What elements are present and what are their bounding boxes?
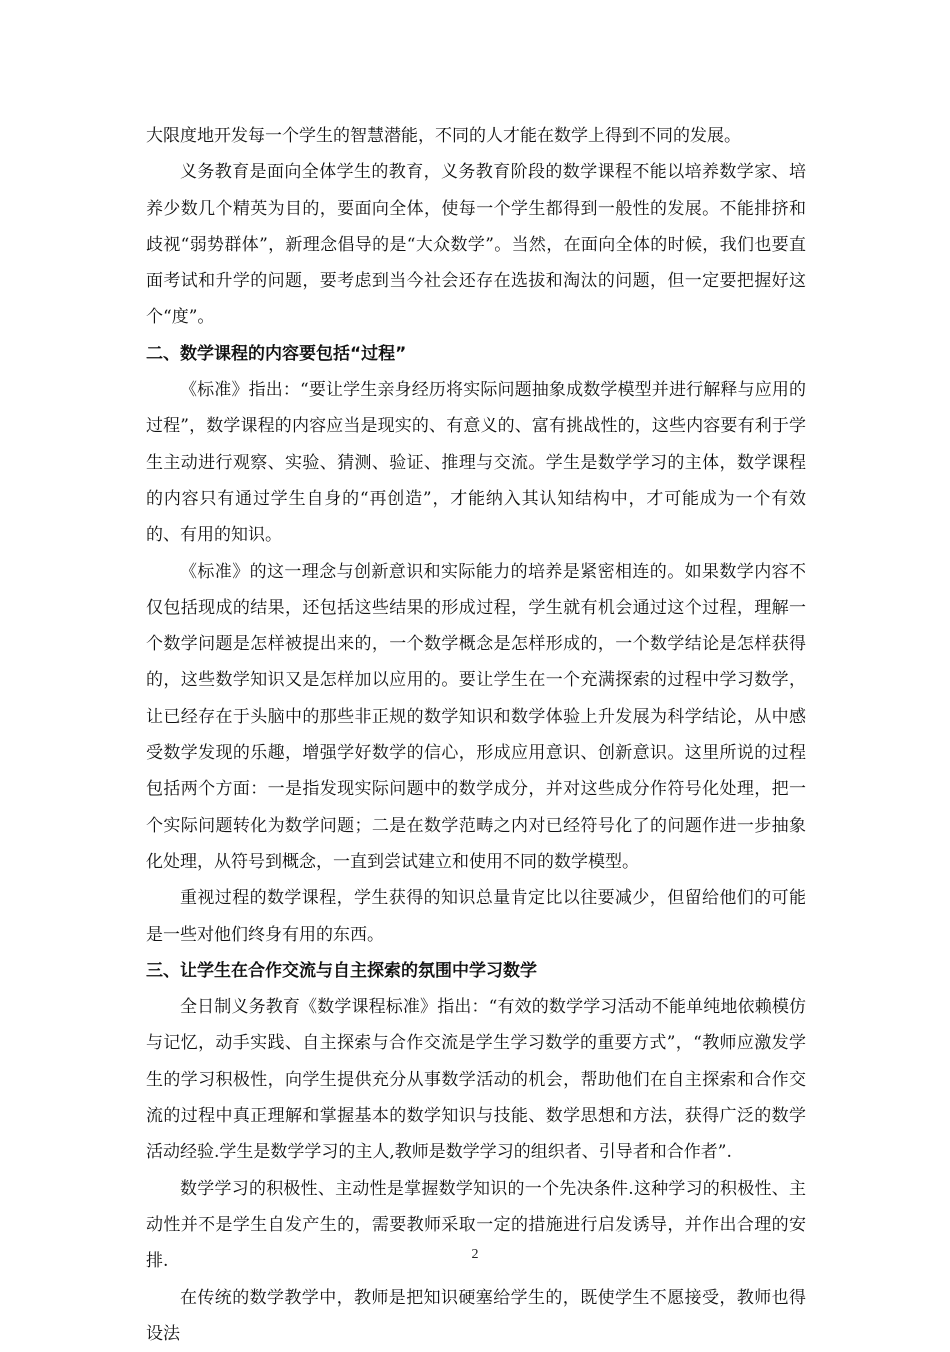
section-heading-3: 三、让学生在合作交流与自主探索的氛围中学习数学 — [146, 953, 806, 989]
document-body — [146, 118, 806, 1352]
page-number: 2 — [0, 1247, 950, 1263]
paragraph-1: 大限度地开发每一个学生的智慧潜能，不同的人才能在数学上得到不同的发展。 — [146, 118, 806, 154]
paragraph-7: 数学学习的积极性、主动性是掌握数学知识的一个先决条件.这种学习的积极性、主动性并不是学生自发产生的，需要教师采取一定的措施进行启发诱导，并作出合理的安排. — [146, 1171, 806, 1280]
paragraph-6: 全日制义务教育《数学课程标准》指出：“有效的数学学习活动不能单纯地依赖模仿与记忆，动手实践、自主探索与合作交流是学生学习数学的重要方式”，“教师应激发学生的学习积极性，向学生提供充分从事数学活动的机会，帮助他们在自主探索和合作交流的过程中真正理解和掌握基本的数学知识与技能、数学思想和方法，获得广泛的数学活动经验.学生是数学学习的主人,教师是数学学习的组织者、引导者和合作者”. — [146, 989, 806, 1170]
paragraph-5: 重视过程的数学课程，学生获得的知识总量肯定比以往要减少，但留给他们的可能是一些对他们终身有用的东西。 — [146, 880, 806, 953]
paragraph-3: 《标准》指出：“要让学生亲身经历将实际问题抽象成数学模型并进行解释与应用的过程”，数学课程的内容应当是现实的、有意义的、富有挑战性的，这些内容要有利于学生主动进行观察、实验、猜测、验证、推理与交流。学生是数学学习的主体，数学课程的内容只有通过学生自身的“再创造”，才能纳入其认知结构中，才可能成为一个有效的、有用的知识。 — [146, 372, 806, 553]
paragraph-8: 在传统的数学教学中，教师是把知识硬塞给学生的，既使学生不愿接受，教师也得设法 — [146, 1280, 806, 1352]
paragraph-2: 义务教育是面向全体学生的教育，义务教育阶段的数学课程不能以培养数学家、培养少数几个精英为目的，要面向全体，使每一个学生都得到一般性的发展。不能排挤和歧视“弱势群体”，新理念倡导的是“大众数学”。当然，在面向全体的时候，我们也要直面考试和升学的问题，要考虑到当今社会还存在选拔和淘汰的问题，但一定要把握好这个“度”。 — [146, 154, 806, 335]
paragraph-4: 《标准》的这一理念与创新意识和实际能力的培养是紧密相连的。如果数学内容不仅包括现成的结果，还包括这些结果的形成过程，学生就有机会通过这个过程，理解一个数学问题是怎样被提出来的，一个数学概念是怎样形成的，一个数学结论是怎样获得的，这些数学知识又是怎样加以应用的。要让学生在一个充满探索的过程中学习数学，让已经存在于头脑中的那些非正规的数学知识和数学体验上升发展为科学结论，从中感受数学发现的乐趣，增强学好数学的信心，形成应用意识、创新意识。这里所说的过程包括两个方面：一是指发现实际问题中的数学成分，并对这些成分作符号化处理，把一个实际问题转化为数学问题；二是在数学范畴之内对已经符号化了的问题作进一步抽象化处理，从符号到概念，一直到尝试建立和使用不同的数学模型。 — [146, 554, 806, 881]
section-heading-2: 二、数学课程的内容要包括“过程” — [146, 336, 806, 372]
